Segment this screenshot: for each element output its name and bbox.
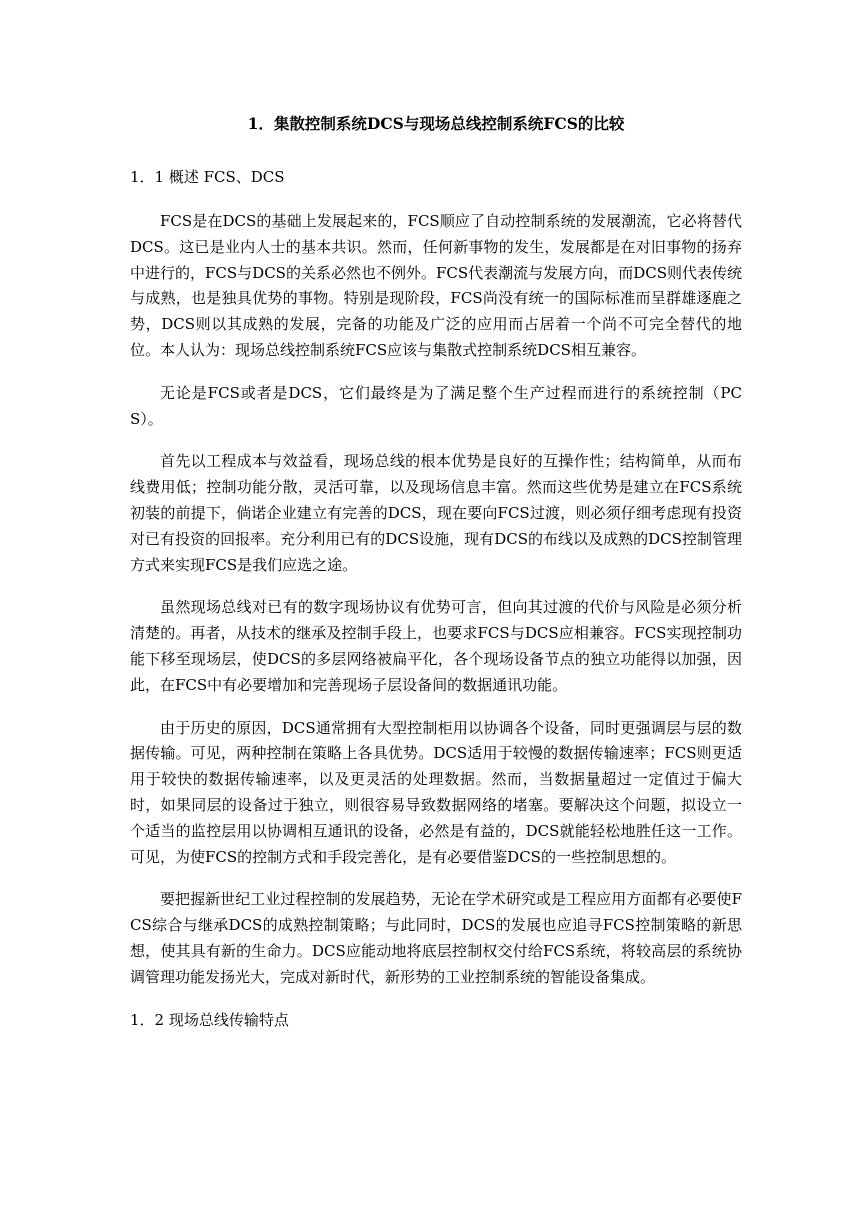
document-title: 1．集散控制系统DCS与现场总线控制系统FCS的比较 <box>247 114 625 133</box>
paragraph-6: 要把握新世纪工业过程控制的发展趋势，无论在学术研究或是工程应用方面都有必要使FCS综合与继承DCS的成熟控制策略；与此同时，DCS的发展也应追寻FCS控制策略的新思想，使其具有新的生命力。DCS应能动地将底层控制权交付给FCS系统，将较高层的系统协调管理功能发扬光大，完成对新时代，新形势的工业控制系统的智能设备集成。 <box>130 890 742 986</box>
paragraph-1: FCS是在DCS的基础上发展起来的，FCS顺应了自动控制系统的发展潮流，它必将替代DCS。这已是业内人士的基本共识。然而，任何新事物的发生，发展都是在对旧事物的扬弃中进行的，FCS与DCS的关系必然也不例外。FCS代表潮流与发展方向，而DCS则代表传统与成熟，也是独具优势的事物。特别是现阶段，FCS尚没有统一的国际标准而呈群雄逐鹿之势，DCS则以其成熟的发展，完备的功能及广泛的应用而占居着一个尚不可完全替代的地位。本人认为：现场总线控制系统FCS应该与集散式控制系统DCS相互兼容。 <box>130 212 742 359</box>
paragraph-2: 无论是FCS或者是DCS，它们最终是为了满足整个生产过程而进行的系统控制（PCS）。 <box>130 383 742 428</box>
section-heading-1-2: 1．2 现场总线传输特点 <box>130 1010 289 1029</box>
paragraph-4: 虽然现场总线对已有的数字现场协议有优势可言，但向其过渡的代价与风险是必须分析清楚的。再者，从技术的继承及控制手段上，也要求FCS与DCS应相兼容。FCS实现控制功能下移至现场层，使DCS的多层网络被扁平化，各个现场设备节点的独立功能得以加强，因此，在FCS中有必要增加和完善现场子层设备间的数据通讯功能。 <box>130 598 742 694</box>
section-heading-1-1: 1．1 概述 FCS、DCS <box>130 168 285 186</box>
paragraph-3: 首先以工程成本与效益看，现场总线的根本优势是良好的互操作性；结构简单，从而布线费用低；控制功能分散，灵活可靠，以及现场信息丰富。然而这些优势是建立在FCS系统初装的前提下，倘诺企业建立有完善的DCS，现在要向FCS过渡，则必须仔细考虑现有投资对已有投资的回报率。充分利用已有的DCS设施，现有DCS的布线以及成熟的DCS控制管理方式来实现FCS是我们应选之途。 <box>130 452 742 574</box>
paragraph-5: 由于历史的原因，DCS通常拥有大型控制柜用以协调各个设备，同时更强调层与层的数据传输。可见，两种控制在策略上各具优势。DCS适用于较慢的数据传输速率；FCS则更适用于较快的数据传输速率，以及更灵活的处理数据。然而，当数据量超过一定值过于偏大时，如果同层的设备过于独立，则很容易导致数据网络的堵塞。要解决这个问题，拟设立一个适当的监控层用以协调相互通讯的设备，必然是有益的，DCS就能轻松地胜任这一工作。可见，为使FCS的控制方式和手段完善化，是有必要借鉴DCS的一些控制思想的。 <box>130 718 742 866</box>
